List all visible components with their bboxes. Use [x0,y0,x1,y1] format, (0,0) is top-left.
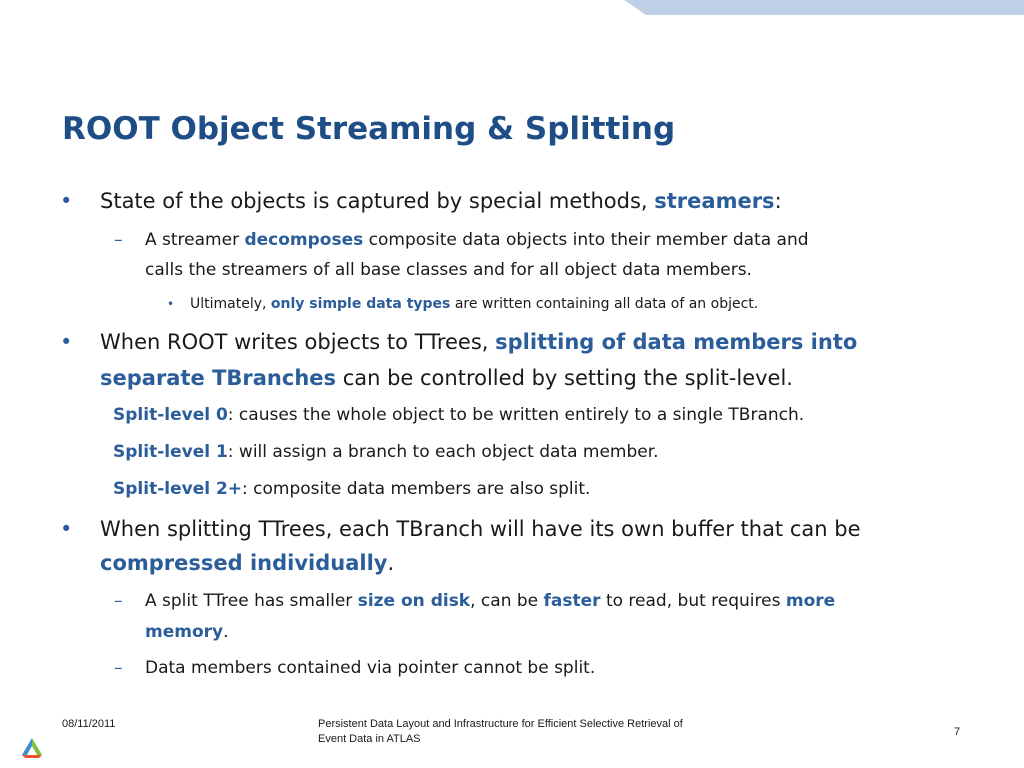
footer-date: 08/11/2011 [62,718,116,730]
dash-marker: – [114,591,123,611]
bullet-1: State of the objects is captured by special methods, streamers: [100,189,782,213]
bullet-2-cont: separate TBranches can be controlled by setting the split-level. [100,366,793,390]
sub-sub-bullet-1-1-1: Ultimately, only simple data types are written containing all data of an object. [190,296,759,312]
dash-marker: – [114,658,123,678]
highlight: faster [543,591,601,611]
sub-bullet-3-1-cont: memory. [145,622,229,642]
sub-bullet-1-1-cont: calls the streamers of all base classes and for all object data members. [145,260,752,280]
highlight: decomposes [244,230,364,250]
highlight: compressed individually [100,551,388,575]
sub-bullet-3-1: A split TTree has smaller size on disk, can be faster to read, but requires more [145,591,836,611]
bullet-marker: • [60,330,73,354]
dot-marker: • [167,297,175,311]
dash-marker: – [114,230,123,250]
highlight: size on disk [357,591,471,611]
slide-title: ROOT Object Streaming & Splitting [62,111,676,147]
split-level-2-plus: Split-level 2+: composite data members are also split. [113,479,591,499]
highlight: more [785,591,836,611]
highlight: separate TBranches [100,366,337,390]
highlight: Split-level 0 [113,405,228,425]
footer-title: Persistent Data Layout and Infrastructure for Efficient Selective Retrieval of Event Data in ATLAS [318,718,683,745]
sub-bullet-3-2: Data members contained via pointer cannot be split. [145,658,596,678]
highlight: memory [145,622,224,642]
bullet-3: When splitting TTrees, each TBranch will have its own buffer that can be [100,517,861,541]
highlight: Split-level 2+ [113,479,243,499]
bullet-marker: • [60,189,73,213]
argonne-logo-icon [19,737,45,759]
bullet-2: When ROOT writes objects to TTrees, splitting of data members into [100,330,858,354]
highlight: splitting of data members into [495,330,858,354]
highlight: Split-level 1 [113,442,228,462]
page-number: 7 [954,726,961,738]
split-level-1: Split-level 1: will assign a branch to each object data member. [113,442,659,462]
sub-bullet-1-1: A streamer decomposes composite data objects into their member data and [145,230,809,250]
top-decor-band [624,0,1024,15]
highlight: only simple data types [270,296,451,312]
bullet-3-cont: compressed individually. [100,551,395,575]
bullet-marker: • [60,517,73,541]
split-level-0: Split-level 0: causes the whole object to be written entirely to a single TBranch. [113,405,805,425]
highlight: streamers [654,189,775,213]
